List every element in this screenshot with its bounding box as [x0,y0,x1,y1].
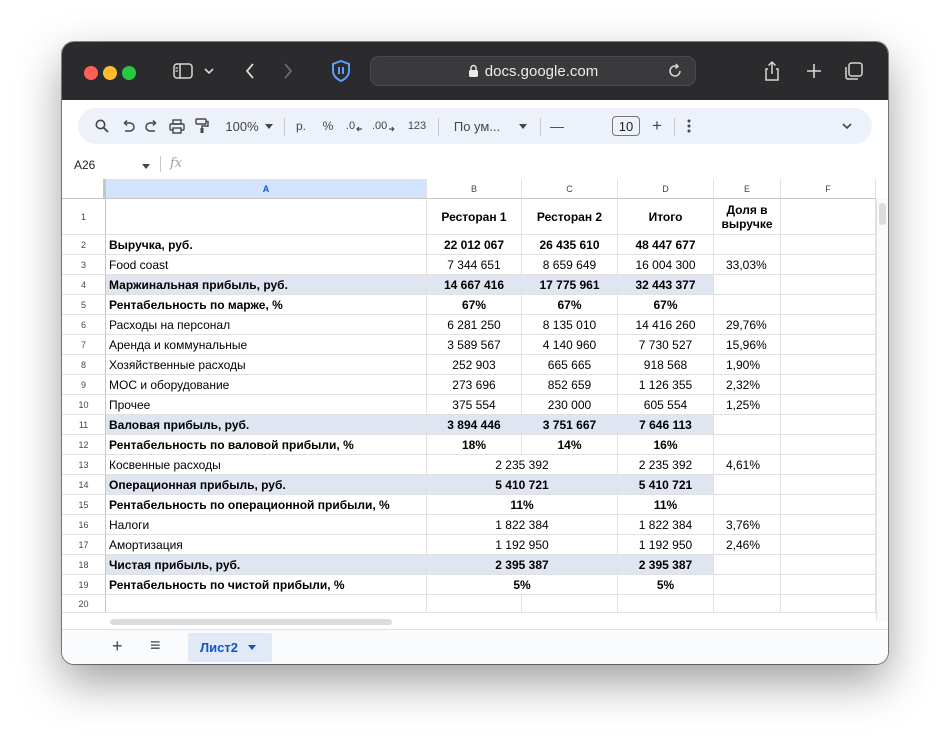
value-cell-restaurant-2[interactable]: 8 659 649 [522,255,618,275]
merged-value-cell[interactable]: 5% [427,575,618,595]
value-cell-restaurant-2[interactable]: 8 135 010 [522,315,618,335]
row-header[interactable]: 1 [62,199,106,235]
value-cell-total[interactable]: 16 004 300 [618,255,714,275]
value-cell-total[interactable]: 605 554 [618,395,714,415]
cell-empty[interactable] [781,455,876,475]
value-cell-total[interactable]: 918 568 [618,355,714,375]
url-text: docs.google.com [484,62,599,80]
value-cell-restaurant-2[interactable]: 67% [522,295,618,315]
fx-icon: fx [170,156,183,171]
row-header[interactable]: 8 [62,355,106,375]
row-header[interactable]: 16 [62,515,106,535]
arrow-left-icon [356,125,364,133]
cell-header-restaurant-2[interactable]: Ресторан 2 [522,199,618,235]
cell-empty[interactable] [781,355,876,375]
column-header-d[interactable]: D [618,179,714,199]
currency-format-button[interactable]: р. [295,119,306,133]
cell-empty[interactable] [427,595,522,613]
column-header-e[interactable]: E [714,179,781,199]
row-header[interactable]: 10 [62,395,106,415]
value-cell-total[interactable]: 16% [618,435,714,455]
all-sheets-button[interactable]: ≡ [150,635,161,655]
more-vert-icon[interactable] [682,108,696,144]
row-header[interactable]: 20 [62,595,106,613]
column-header-f[interactable]: F [781,179,876,199]
zoom-window-button[interactable] [122,66,136,80]
formula-divider [160,156,161,172]
column-header-a[interactable]: A [106,179,427,199]
row-header[interactable]: 17 [62,535,106,555]
row-header[interactable]: 9 [62,375,106,395]
value-cell-restaurant-2[interactable]: 230 000 [522,395,618,415]
close-window-button[interactable] [84,66,98,80]
decrease-font-size-button[interactable]: — [550,118,564,134]
font-dropdown-icon[interactable] [516,108,530,144]
cell-empty[interactable] [618,595,714,613]
value-cell-share[interactable]: 1,90% [714,355,781,375]
cell-empty[interactable] [522,595,618,613]
name-box[interactable]: A26 [74,158,96,172]
row-label[interactable]: Выручка, руб. [106,235,427,255]
sheet-tab-label: Лист2 [200,640,238,655]
cell-empty[interactable] [781,515,876,535]
lock-icon [468,64,479,78]
merged-value-cell[interactable]: 1 192 950 [427,535,618,555]
value-cell-share[interactable]: 1,25% [714,395,781,415]
chevron-down-icon[interactable] [202,58,216,84]
cell-empty[interactable] [781,395,876,415]
decrease-decimal-button[interactable] [344,108,366,144]
value-cell-restaurant-2[interactable]: 14% [522,435,618,455]
cell-empty[interactable] [781,535,876,555]
value-cell-total[interactable]: 2 235 392 [618,455,714,475]
paint-format-icon[interactable] [192,108,212,144]
value-cell-restaurant-2[interactable]: 4 140 960 [522,335,618,355]
row-label[interactable]: Маржинальная прибыль, руб. [106,275,427,295]
search-icon[interactable] [92,108,112,144]
merged-value-cell[interactable]: 2 395 387 [427,555,618,575]
value-cell-restaurant-2[interactable]: 17 775 961 [522,275,618,295]
value-cell-total[interactable]: 1 822 384 [618,515,714,535]
vertical-scrollbar[interactable] [876,199,888,621]
column-header-b[interactable]: B [427,179,522,199]
sheet-tab-active[interactable] [188,633,272,662]
value-cell-share[interactable]: 2,32% [714,375,781,395]
value-cell-share[interactable] [714,555,781,575]
cell-empty[interactable] [781,555,876,575]
value-cell-restaurant-1[interactable]: 3 589 567 [427,335,522,355]
merged-value-cell[interactable]: 11% [427,495,618,515]
redo-icon[interactable] [142,108,162,144]
merged-value-cell[interactable]: 2 235 392 [427,455,618,475]
row-label[interactable]: Прочее [106,395,427,415]
browser-titlebar [62,42,888,100]
value-cell-total[interactable]: 14 416 260 [618,315,714,335]
value-cell-restaurant-1[interactable]: 6 281 250 [427,315,522,335]
value-cell-restaurant-1[interactable]: 67% [427,295,522,315]
back-icon[interactable] [240,58,260,84]
value-cell-restaurant-1[interactable]: 7 344 651 [427,255,522,275]
cell-header-restaurant-1[interactable]: Ресторан 1 [427,199,522,235]
row-header[interactable]: 11 [62,415,106,435]
cell-a1[interactable] [106,199,427,235]
zoom-value[interactable]: 100% [225,118,259,134]
cell-empty[interactable] [781,375,876,395]
row-header[interactable]: 18 [62,555,106,575]
cell-empty[interactable] [781,275,876,295]
value-cell-total[interactable]: 5 410 721 [618,475,714,495]
forward-icon[interactable] [278,58,298,84]
formula-bar [62,152,888,178]
row-header[interactable]: 5 [62,295,106,315]
address-bar[interactable] [370,56,696,86]
value-cell-share[interactable]: 3,76% [714,515,781,535]
cell-empty[interactable] [781,475,876,495]
reload-icon[interactable] [667,63,683,83]
value-cell-restaurant-1[interactable]: 252 903 [427,355,522,375]
row-label[interactable]: Food coast [106,255,427,275]
font-family-select[interactable]: По ум... [453,118,501,134]
row-label[interactable]: Рентабельность по марже, % [106,295,427,315]
privacy-shield-icon[interactable] [328,58,354,84]
value-cell-share[interactable] [714,475,781,495]
vertical-scroll-thumb[interactable] [879,203,886,225]
merged-value-cell[interactable]: 5 410 721 [427,475,618,495]
value-cell-restaurant-2[interactable]: 665 665 [522,355,618,375]
more-formats-button[interactable]: 123 [407,120,427,132]
share-icon[interactable] [760,58,784,84]
cell-empty[interactable] [781,595,876,613]
row-header[interactable]: 7 [62,335,106,355]
value-cell-share[interactable] [714,235,781,255]
increase-decimal-button[interactable] [372,108,396,144]
horizontal-scrollbar[interactable] [106,616,876,626]
row-label[interactable]: Операционная прибыль, руб. [106,475,427,495]
row-header[interactable]: 6 [62,315,106,335]
value-cell-share[interactable] [714,295,781,315]
value-cell-restaurant-1[interactable]: 18% [427,435,522,455]
toolbar-divider [284,118,285,136]
row-label[interactable]: Косвенные расходы [106,455,427,475]
value-cell-total[interactable]: 11% [618,495,714,515]
row-header[interactable]: 3 [62,255,106,275]
cell-empty[interactable] [781,435,876,455]
value-cell-restaurant-2[interactable]: 3 751 667 [522,415,618,435]
horizontal-scroll-thumb[interactable] [110,619,392,625]
row-label[interactable]: Валовая прибыль, руб. [106,415,427,435]
cell-empty[interactable] [781,495,876,515]
value-cell-total[interactable]: 7 646 113 [618,415,714,435]
toolbar-divider [438,118,439,136]
value-cell-share[interactable] [714,415,781,435]
value-cell-share[interactable] [714,495,781,515]
value-cell-total[interactable]: 32 443 377 [618,275,714,295]
row-header[interactable]: 15 [62,495,106,515]
row-label[interactable]: Хозяйственные расходы [106,355,427,375]
value-cell-share[interactable]: 33,03% [714,255,781,275]
cell-empty[interactable] [781,415,876,435]
value-cell-restaurant-1[interactable]: 22 012 067 [427,235,522,255]
tab-overview-icon[interactable] [842,58,866,84]
value-cell-total[interactable]: 48 447 677 [618,235,714,255]
row-header[interactable]: 12 [62,435,106,455]
undo-icon[interactable] [118,108,138,144]
cell-empty[interactable] [714,595,781,613]
print-icon[interactable] [166,108,188,144]
merged-value-cell[interactable]: 1 822 384 [427,515,618,535]
cell-empty[interactable] [781,199,876,235]
value-cell-share[interactable]: 29,76% [714,315,781,335]
increase-decimal-label: .00 [372,120,388,132]
value-cell-restaurant-2[interactable]: 26 435 610 [522,235,618,255]
row-header[interactable]: 2 [62,235,106,255]
sheet-tabs-bar [62,629,888,664]
increase-font-size-button[interactable]: + [652,116,662,135]
value-cell-total[interactable]: 2 395 387 [618,555,714,575]
row-label[interactable]: Рентабельность по операционной прибыли, % [106,495,427,515]
row-label[interactable]: Чистая прибыль, руб. [106,555,427,575]
value-cell-share[interactable]: 15,96% [714,335,781,355]
toolbar-divider [540,118,541,136]
value-cell-share[interactable]: 2,46% [714,535,781,555]
row-label[interactable]: Рентабельность по валовой прибыли, % [106,435,427,455]
value-cell-total[interactable]: 7 730 527 [618,335,714,355]
cell-empty[interactable] [781,255,876,275]
value-cell-restaurant-1[interactable]: 375 554 [427,395,522,415]
cell-empty[interactable] [781,235,876,255]
browser-window [62,42,888,664]
cell-empty[interactable] [781,295,876,315]
arrow-right-icon [388,125,396,133]
cell-empty[interactable] [781,335,876,355]
sidebar-toggle-icon[interactable] [170,58,196,84]
value-cell-total[interactable]: 1 192 950 [618,535,714,555]
add-sheet-button[interactable]: + [112,636,123,656]
row-header[interactable]: 14 [62,475,106,495]
row-label[interactable]: Налоги [106,515,427,535]
value-cell-total[interactable]: 5% [618,575,714,595]
cell-empty[interactable] [781,315,876,335]
name-box-dropdown-icon[interactable] [142,158,150,172]
sheets-toolbar [78,108,872,144]
toolbar-divider [674,118,675,136]
value-cell-share[interactable] [714,435,781,455]
cell-header-total[interactable]: Итого [618,199,714,235]
font-size-input[interactable]: 10 [612,116,640,136]
value-cell-share[interactable] [714,275,781,295]
row-header[interactable]: 4 [62,275,106,295]
decrease-decimal-label: .0 [345,120,356,132]
cell-empty[interactable] [781,575,876,595]
row-header[interactable]: 13 [62,455,106,475]
percent-format-button[interactable]: % [322,119,334,133]
zoom-dropdown-icon[interactable] [262,108,276,144]
row-label[interactable]: Расходы на персонал [106,315,427,335]
value-cell-total[interactable]: 67% [618,295,714,315]
collapse-toolbar-icon[interactable] [838,108,856,144]
cell-header-revenue-share[interactable]: Доля в выручке [714,199,781,235]
row-header[interactable]: 19 [62,575,106,595]
row-label[interactable]: Аренда и коммунальные [106,335,427,355]
value-cell-restaurant-2[interactable]: 852 659 [522,375,618,395]
value-cell-restaurant-1[interactable]: 14 667 416 [427,275,522,295]
value-cell-share[interactable]: 4,61% [714,455,781,475]
value-cell-restaurant-1[interactable]: 3 894 446 [427,415,522,435]
value-cell-restaurant-1[interactable]: 273 696 [427,375,522,395]
row-label[interactable]: Рентабельность по чистой прибыли, % [106,575,427,595]
minimize-window-button[interactable] [103,66,117,80]
select-all-corner[interactable] [62,179,106,199]
sheet-tab-dropdown-icon[interactable] [248,645,256,650]
new-tab-icon[interactable] [802,58,826,84]
value-cell-total[interactable]: 1 126 355 [618,375,714,395]
cell-empty[interactable] [106,595,427,613]
row-label[interactable]: Амортизация [106,535,427,555]
column-header-c[interactable]: C [522,179,618,199]
value-cell-share[interactable] [714,575,781,595]
row-label[interactable]: МОС и оборудование [106,375,427,395]
